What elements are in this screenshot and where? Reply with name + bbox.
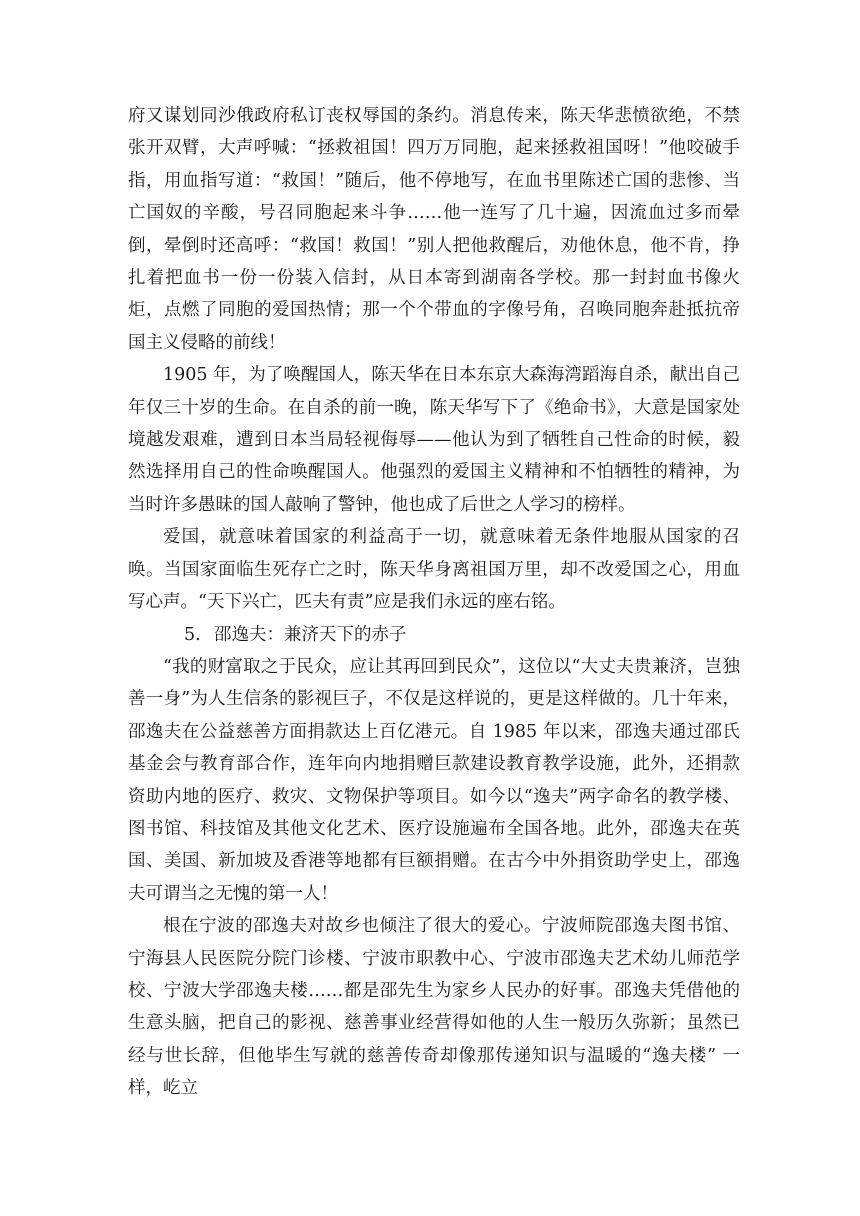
section-number: 5. <box>184 624 201 645</box>
paragraph-shao-yifu-donations: “我的财富取之于民众，应让其再回到民众”，这位以“大丈夫贵兼济，岂独善一身”为人生信条的影视巨子，不仅是这样说的，更是这样做的。几十年来，邵逸夫在公益慈善方面捐款达上百亿港元。自 1985 年以来，邵逸夫通过邵氏基金会与教育部合作，连年向内地捐赠巨款建设教育教学设施，此外，还捐款资助内地的医疗、救灾、文物保护等项目。如今以“逸夫”两字命名的教学楼、图书馆、科技馆及其他文化艺术、医疗设施遍布全国各地。此外，邵逸夫在英国、美国、新加坡及香港等地都有巨额捐赠。在古今中外捐资助学史上，邵逸夫可谓当之无愧的第一人！ <box>128 656 740 904</box>
section-heading <box>128 619 740 651</box>
paragraph-chen-tianhua-blood-letter: 府又谋划同沙俄政府私订丧权辱国的条约。消息传来，陈天华悲愤欲绝，不禁张开双臂，大声呼喊：“拯救祖国！四万万同胞，起来拯救祖国呀！”他咬破手指，用血指写道：“救国！”随后，他不停地写，在血书里陈述亡国的悲惨、当亡国奴的辛酸，号召同胞起来斗争……他一连写了几十遍，因流血过多而晕倒，晕倒时还高呼：“救国！救国！”别人把他救醒后，劝他休息，他不肯，挣扎着把血书一份一份装入信封，从日本寄到湖南各学校。那一封封血书像火炬，点燃了同胞的爱国热情；那一个个带血的字像号角，召唤同胞奔赴抵抗帝国主义侵略的前线！ <box>128 106 740 353</box>
paragraph-patriotism-conclusion: 爱国，就意味着国家的利益高于一切，就意味着无条件地服从国家的召唤。当国家面临生死存亡之时，陈天华身离祖国万里，却不改爱国之心，用血写心声。“天下兴亡，匹夫有责”应是我们永远的座右铭。 <box>128 527 740 613</box>
paragraph-chen-tianhua-sacrifice: 1905 年，为了唤醒国人，陈天华在日本东京大森海湾蹈海自杀，献出自己年仅三十岁的生命。在自杀的前一晚，陈天华写下了《绝命书》，大意是国家处境越发艰难，遭到日本当局轻视侮辱——他认为到了牺牲自己性命的时候，毅然选择用自己的性命唤醒国人。他强烈的爱国主义精神和不怕牺牲的精神，为当时许多愚昧的国人敲响了警钟，他也成了后世之人学习的榜样。 <box>128 365 740 515</box>
section-title: 邵逸夫：兼济天下的赤子 <box>214 624 407 645</box>
paragraph-shao-yifu-hometown: 根在宁波的邵逸夫对故乡也倾注了很大的爱心。宁波师院邵逸夫图书馆、宁海县人民医院分院门诊楼、宁波市职教中心、宁波市邵逸夫艺术幼儿师范学校、宁波大学邵逸夫楼……都是邵先生为家乡人民办的好事。邵逸夫凭借他的生意头脑，把自己的影视、慈善事业经营得如他的人生一般历久弥新；虽然已经与世长辞，但他毕生写就的慈善传奇却像那传递知识与温暖的“逸夫楼” 一样，屹立 <box>128 916 740 1099</box>
document-body <box>128 100 740 1105</box>
